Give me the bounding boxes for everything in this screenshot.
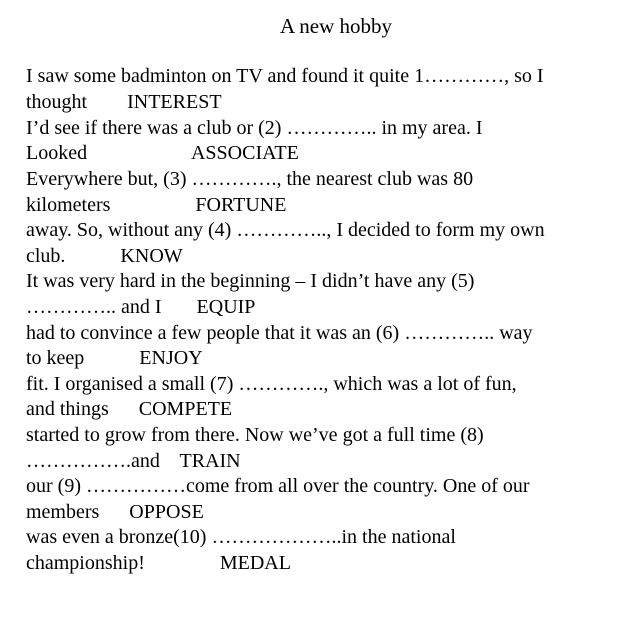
text-line: I saw some badminton on TV and found it quite 1…………, so I — [26, 65, 544, 87]
text-line: to keep ENJOY — [26, 347, 203, 369]
text-line: and things COMPETE — [26, 398, 233, 420]
text-line: Everywhere but, (3) …………., the nearest club was 80 — [26, 168, 474, 190]
text-line: …………….and TRAIN — [26, 450, 241, 472]
text-line: championship! MEDAL — [26, 552, 291, 574]
text-line: thought INTEREST — [26, 91, 222, 113]
text-line: club. KNOW — [26, 245, 183, 267]
text-line: was even a bronze(10) ………………..in the national — [26, 526, 456, 548]
text-line: members OPPOSE — [26, 501, 204, 523]
text-line: Looked ASSOCIATE — [26, 142, 299, 164]
text-line: fit. I organised a small (7) …………., which was a lot of fun, — [26, 373, 517, 395]
text-line: started to grow from there. Now we’ve got a full time (8) — [26, 424, 484, 446]
document-title: A new hobby — [280, 14, 392, 38]
text-line: ………….. and I EQUIP — [26, 296, 256, 318]
text-line: kilometers FORTUNE — [26, 194, 287, 216]
text-line: It was very hard in the beginning – I didn’t have any (5) — [26, 270, 475, 292]
text-line: had to convince a few people that it was an (6) ………….. way — [26, 322, 533, 344]
text-line: away. So, without any (4) ………….., I decided to form my own — [26, 219, 545, 241]
text-line: our (9) ……………come from all over the country. One of our — [26, 475, 530, 497]
text-line: I’d see if there was a club or (2) ………….. in my area. I — [26, 117, 483, 139]
